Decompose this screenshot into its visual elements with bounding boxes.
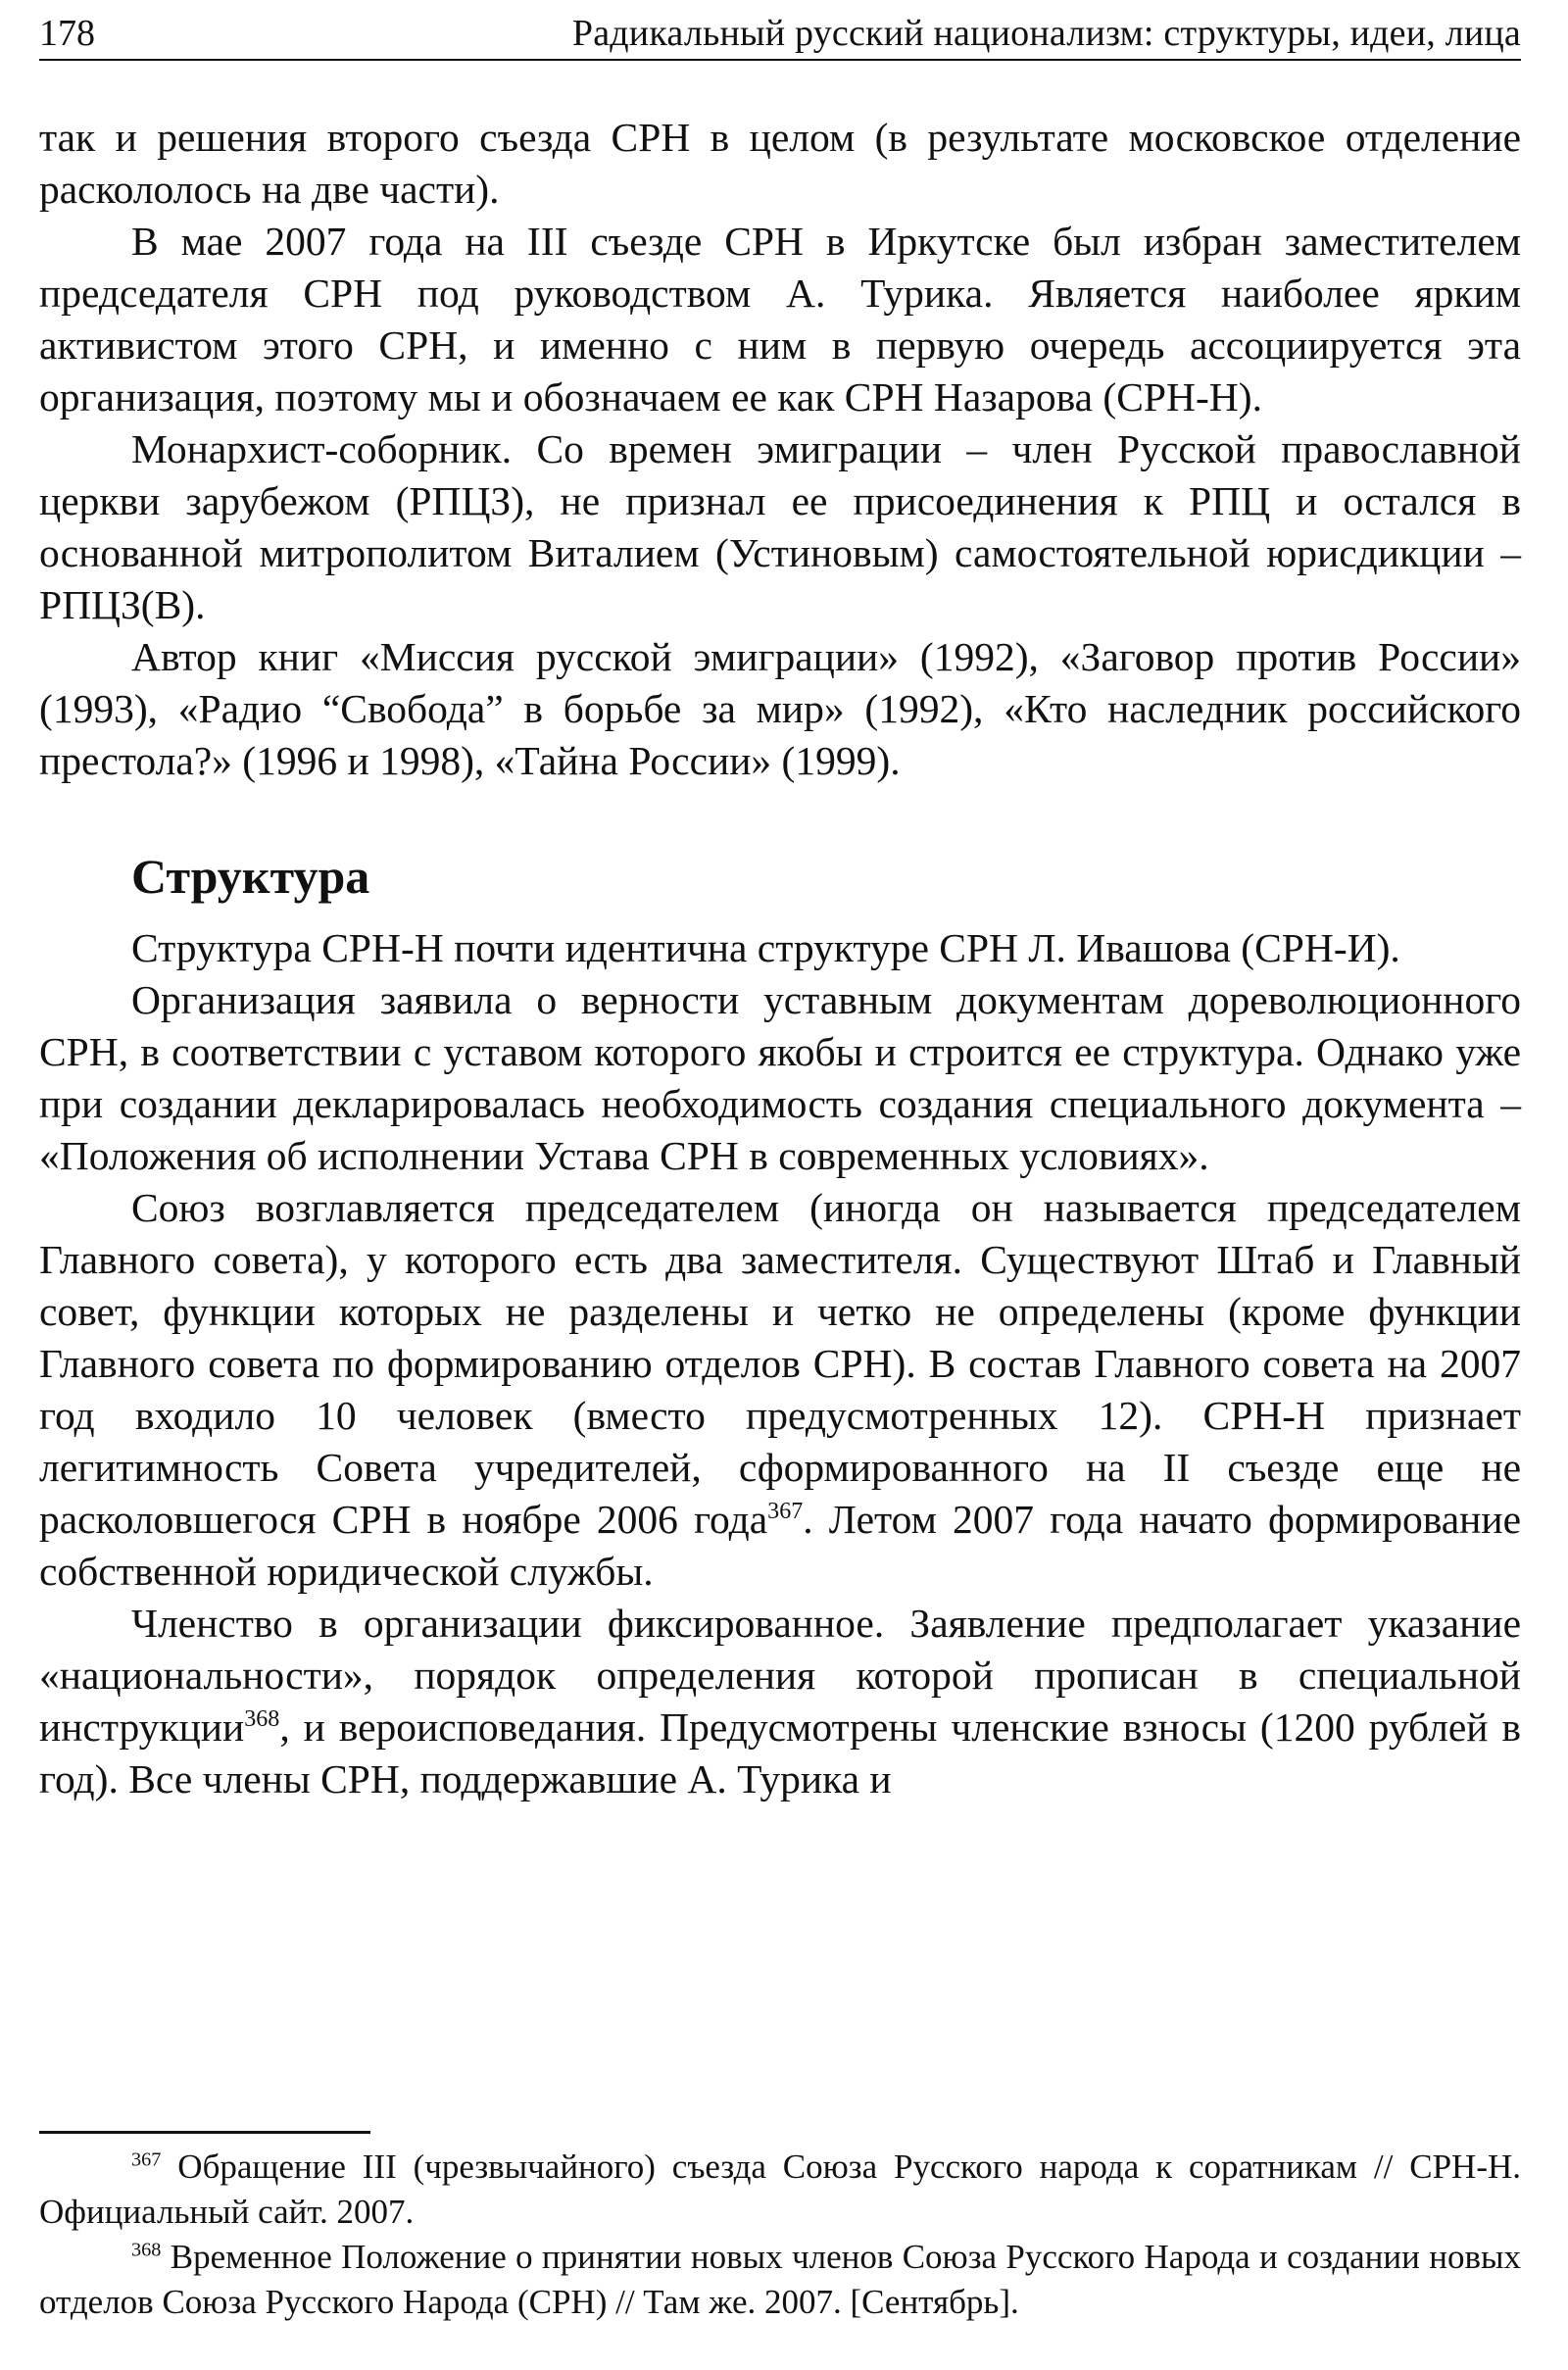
footnote-ref-368[interactable]: 368: [244, 1706, 280, 1733]
footnotes: [39, 2145, 1521, 2325]
footnote-number: 368: [131, 2239, 162, 2261]
footnote-divider: [39, 2131, 370, 2134]
paragraph-books: Автор книг «Миссия русской эмиграции» (1992), «Заговор против России» (1993), «Радио “Свобода” в борьбе за мир» (1992), «Кто наследник российского престола?» (1996 и 1998), «Тайна России» (1999).: [39, 634, 1521, 783]
paragraph-structure: Структура СРН-Н почти идентична структуре СРН Л. Ивашова (СРН-И).: [131, 925, 1400, 970]
paragraph-membership-text: Членство в организации фиксированное. Заявление предполагает указание «национальности», порядок определения которой прописан в специальной инструкции: [39, 1601, 1521, 1750]
paragraph-leadership-text: Союз возглавляется председателем (иногда он называется председателем Главного совета), у которого есть два заместителя. Существуют Штаб и Главный совет, функции которых не разделены и четко не определены (кроме функции Главного совета по формированию отделов СРН). В состав Главного совета на 2007 год входило 10 человек (вместо предусмотренных 12). СРН-Н признает легитимность Совета учредителей, сформированного на II съезде еще не расколовшегося СРН в ноябре 2006 года: [39, 1185, 1521, 1542]
footnote-367: [39, 2145, 1521, 2235]
paragraph-membership: [39, 1598, 1521, 1805]
paragraph-monarchist: Монархист-соборник. Со времен эмиграции – член Русской православной церкви зарубежом (РПЦЗ), не признал ее присоединения к РПЦ и остался в основанной митрополитом Виталием (Устиновым) самостоятельной юрисдикции – РПЦЗ(В).: [39, 426, 1521, 627]
main-text: [39, 112, 1521, 1805]
paragraph-charter: Организация заявила о верности уставным документам дореволюционного СРН, в соответствии с уставом которого якобы и строится ее структура. Однако уже при создании декларировалась необходимость создания специального документа – «Положения об исполнении Устава СРН в современных условиях».: [39, 977, 1521, 1178]
running-title: Радикальный русский национализм: структуры, идеи, лица: [571, 13, 1521, 54]
paragraph-congress: В мае 2007 года на III съезде СРН в Иркутске был избран заместителем председателя СРН под руководством А. Турика. Является наиболее ярким активистом этого СРН, и именно с ним в первую очередь ассоциируется эта организация, поэтому мы и обозначаем ее как СРН Назарова (СРН-Н).: [39, 219, 1521, 420]
running-header: [39, 8, 1521, 61]
page-number: 178: [39, 13, 95, 54]
footnote-text: Временное Положение о принятии новых членов Союза Русского Народа и создании новых отделов Союза Русского Народа (СРН) // Там же. 2007. [Сентябрь].: [39, 2238, 1521, 2321]
paragraph-leadership-tail: . Летом 2007 года начато формирование собственной юридической службы.: [39, 1497, 1521, 1594]
footnote-ref-367[interactable]: 367: [767, 1499, 804, 1525]
footnote-number: 367: [131, 2148, 162, 2171]
footnote-368: [39, 2235, 1521, 2325]
section-heading: Структура: [131, 849, 370, 904]
paragraph-continued: так и решения второго съезда СРН в целом (в результате московское отделение раскололось на две части).: [39, 115, 1521, 212]
paragraph-membership-tail: , и вероисповедания. Предусмотрены членские взносы (1200 рублей в год). Все члены СРН, поддержавшие А. Турика и: [39, 1704, 1521, 1802]
paragraph-leadership: [39, 1182, 1521, 1598]
footnote-text: Обращение III (чрезвычайного) съезда Союза Русского народа к соратникам // СРН-Н. Официальный сайт. 2007.: [39, 2148, 1521, 2231]
